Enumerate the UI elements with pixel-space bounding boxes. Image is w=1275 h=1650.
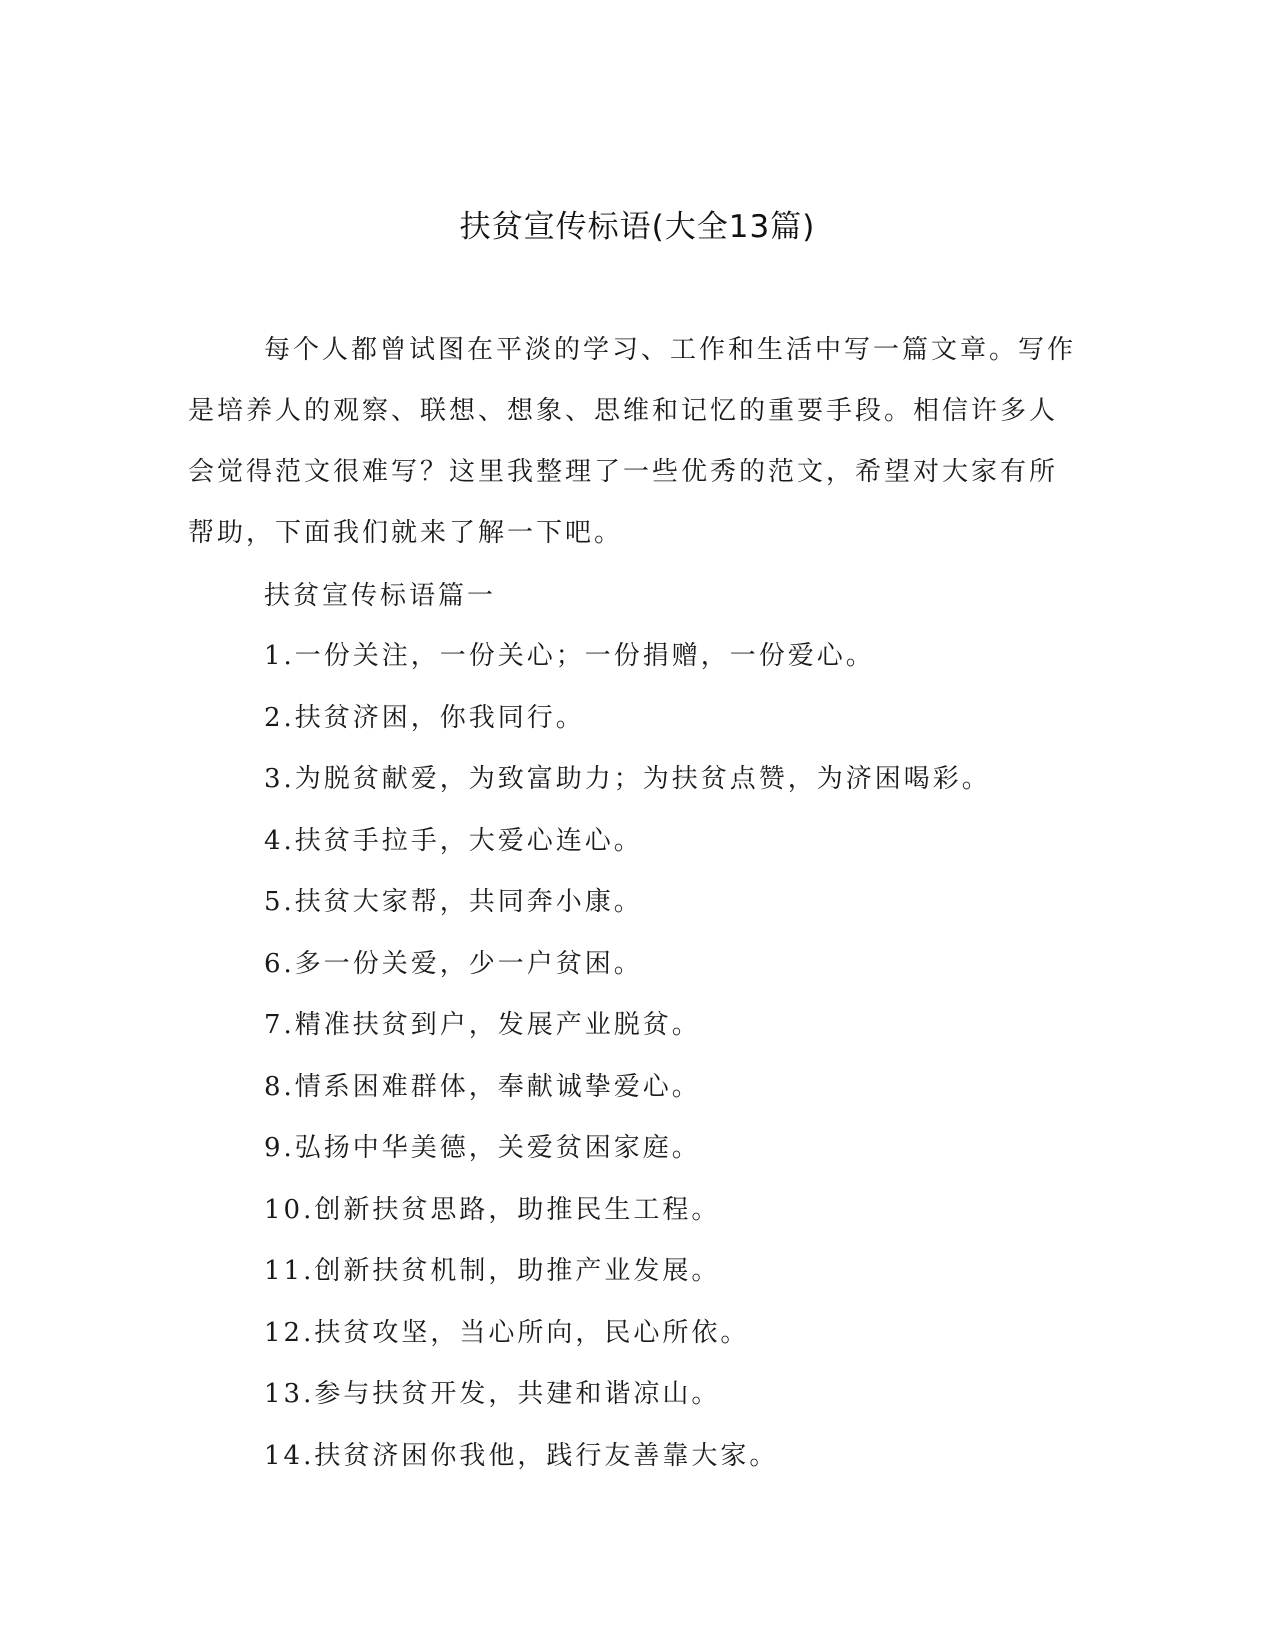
slogan-item: 12.扶贫攻坚，当心所向，民心所依。 bbox=[264, 1317, 750, 1348]
section-heading: 扶贫宣传标语篇一 bbox=[264, 581, 497, 611]
slogan-item: 5.扶贫大家帮，共同奔小康。 bbox=[264, 887, 643, 917]
intro-paragraph: 每个人都曾试图在平淡的学习、工作和生活中写一篇文章。写作是培养人的观察、联想、想象、思维和记忆的重要手段。相信许多人会觉得范文很难写？这里我整理了一些优秀的范文，希望对大家有所帮助，下面我们就来了解一下吧。 bbox=[188, 335, 1077, 548]
slogan-item: 11.创新扶贫机制，助推产业发展。 bbox=[264, 1256, 721, 1286]
slogan-item: 7.精准扶贫到户，发展产业脱贫。 bbox=[264, 1010, 701, 1040]
document-title: 扶贫宣传标语(大全13篇) bbox=[459, 209, 816, 245]
slogan-item: 4.扶贫手拉手，大爱心连心。 bbox=[264, 825, 643, 856]
slogan-item: 1.一份关注，一份关心；一份捐赠，一份爱心。 bbox=[264, 641, 875, 671]
slogan-item: 6.多一份关爱，少一户贫困。 bbox=[264, 948, 643, 979]
slogan-item: 13.参与扶贫开发，共建和谐凉山。 bbox=[264, 1379, 721, 1409]
slogan-item: 9.弘扬中华美德，关爱贫困家庭。 bbox=[264, 1133, 701, 1163]
slogan-list bbox=[264, 636, 1084, 1497]
slogan-item: 2.扶贫济困，你我同行。 bbox=[264, 702, 585, 733]
slogan-item: 3.为脱贫献爱，为致富助力；为扶贫点赞，为济困喝彩。 bbox=[264, 764, 991, 794]
slogan-item: 14.扶贫济困你我他，践行友善靠大家。 bbox=[264, 1440, 779, 1471]
slogan-item: 10.创新扶贫思路，助推民生工程。 bbox=[264, 1194, 721, 1225]
slogan-item: 8.情系困难群体，奉献诚挚爱心。 bbox=[264, 1071, 701, 1102]
